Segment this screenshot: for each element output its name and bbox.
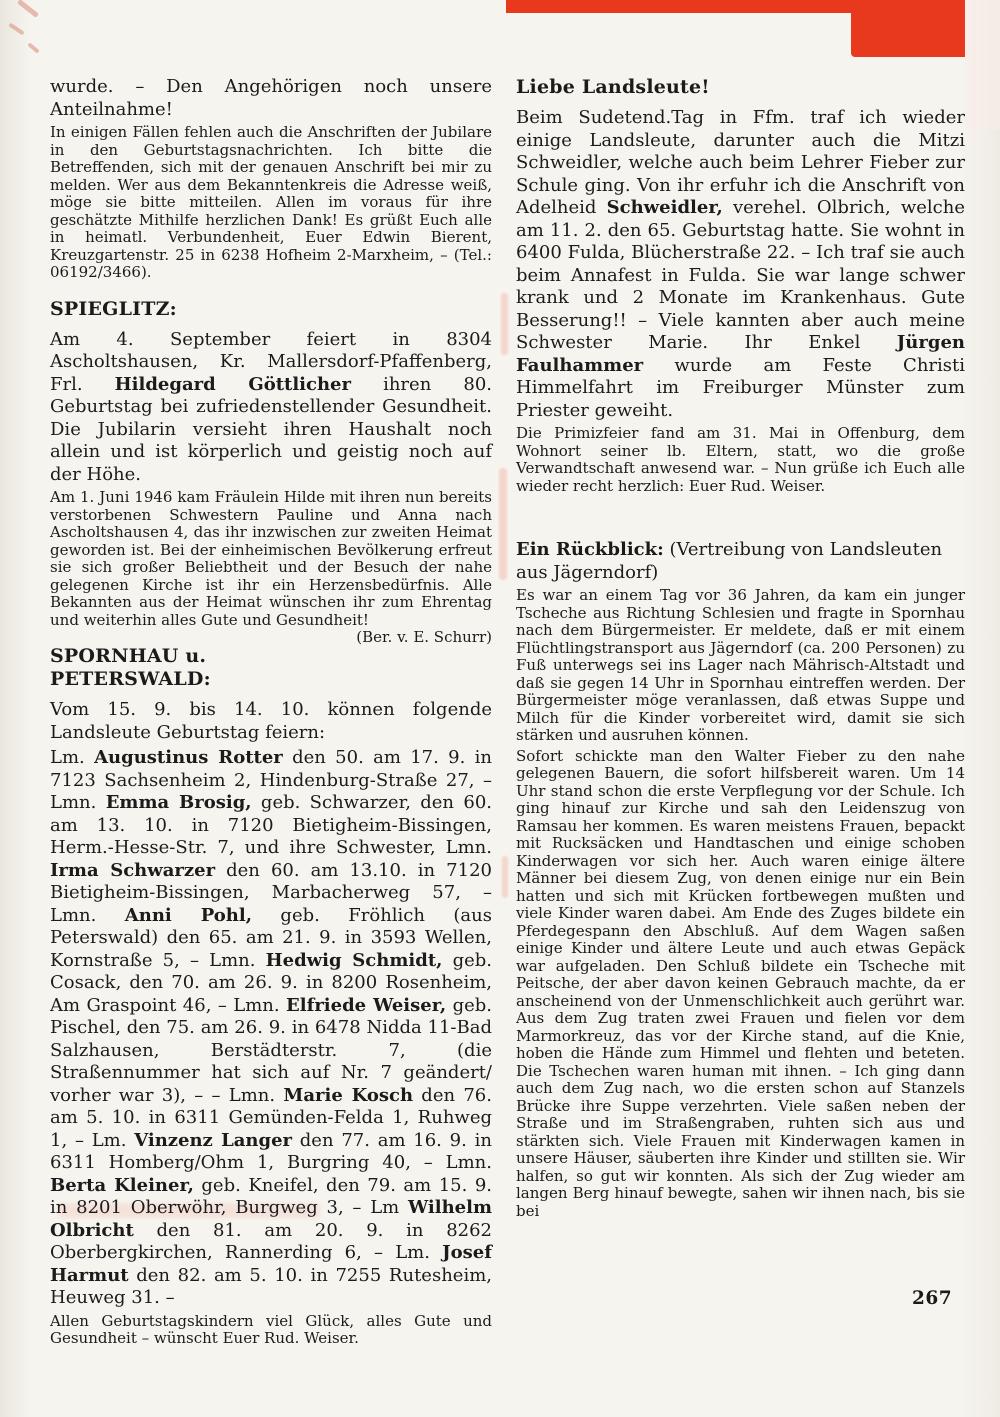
section-heading-landsleute: Liebe Landsleute! [516,76,710,98]
rueckblick-paragraph-1: Es war an einem Tag vor 36 Jahren, da kam ein junger Tscheche aus Richtung Schlesien und fragte in Spornhau nach dem Bürgermeister. Er meldete, daß er mit einem Flüchtlingstransport aus Jägerndorf (ca. 200 Personen) zu Fuß unterwegs sei ins Lager nach Mährisch-Altstadt und daß sie gegen 14 Uhr in Spornhau eintreffen werden. Der Bürgermeister möge veranlassen, daß etwas Suppe und Milch für die Kinder vorbereitet wird, damit sie sich stärken und ausruhen können. [516,586,965,744]
print-artifact-left-mark-1 [17,0,39,18]
print-artifact-bleedthrough-2 [499,468,507,580]
spieglitz-byline: (Ber. v. E. Schurr) [356,628,492,646]
print-artifact-left-mark-2 [8,23,24,36]
continuation-paragraph: wurde. – Den Angehörigen noch unsere Anteilnahme! [50,76,492,120]
rueckblick-paragraph-2: Sofort schickte man den Walter Fieber zu den nahe gelegenen Bauern, die sofort hilfsbereit waren. Um 14 Uhr stand schon die erste Verpflegung vor der Schule. Ich ging hinauf zur Kirche und sah den Leidenszug von Ramsau her kommen. Es waren meistens Frauen, bepackt mit Rucksäcken und Handtaschen und einige schoben Kinderwagen vor sich her. Auch waren einige ältere Männer bei diesem Zug, von denen einige nur ein Bein hatten und sich mit Krücken fortbewegen mußten und viele Kinder waren dabei. Am Ende des Zuges bildete ein Pferdegespann den Abschluß. Auf dem Wagen saßen einige Kinder und ältere Leute und auch etwas Gepäck war aufgeladen. Den Schluß bildete ein Tscheche mit Peitsche, der aber davon keinen Gebrauch machte, da er anscheinend von der Unmenschlichkeit auch gerührt war. Aus dem Zug traten zwei Frauen und fielen vor dem Marmorkreuz, das vor der Kirche stand, auf die Knie, hoben die Hände zum Himmel und flehten und beteten. Die Tschechen waren human mit ihnen. – Ich ging dann auch dem Zug nach, wo die ersten schon auf Stanzels Brücke ihre Suppe verzehrten. Viele saßen neben der Straße und im Straßengraben, ruhten sich aus und stärkten sich. Viele Frauen mit Kinderwagen kamen in unsere Häuser, säuberten ihre Kinder und stillten sie. Wir halfen, so gut wir konnten. Als sich der Zug wieder am langen Berg hinauf bewegte, sahen wir ihnen nach, bis sie bei [516,746,965,1220]
rueckblick-heading-rest: (Vertreibung von Landsleuten aus Jägerndorf) [516,539,943,583]
spornhau-intro: Vom 15. 9. bis 14. 10. können folgende Landsleute Geburtstag feiern: [50,699,492,743]
birthday-list: Lm. Augustinus Rotter den 50. am 17. 9. in 7123 Sachsenheim 2, Hindenburg-Straße 27, – Lmn. Emma Brosig, geb. Schwarzer, den 60. am 13. 10. in 7120 Bietigheim-Bissingen, Herm.-Hesse-Str. 7, und ihre Schwester, Lmn. Irma Schwarzer den 60. am 13.10. in 7120 Bietigheim-Bissingen, Marbacherweg 57, – Lmn. Anni Pohl, geb. Fröhlich (aus Peterswald) den 65. am 21. 9. in 3593 Wellen, Kornstraße 5, – Lmn. Hedwig Schmidt, geb. Cosack, den 70. am 26. 9. in 8200 Rosenheim, Am Graspoint 46, – Lmn. Elfriede Weiser, geb. Pischel, den 75. am 26. 9. in 6478 Nidda 11-Bad Salzhausen, Berstädterstr. 7, (die Straßennummer hat sich auf Nr. 7 geändert/ vorher war 3), – – Lmn. Marie Kosch den 76. am 5. 10. in 6311 Gemünden-Felda 1, Ruhweg 1, – Lm. Vinzenz Langer den 77. am 16. 9. in 6311 Homberg/Ohm 1, Burgring 40, – Lmn. Berta Kleiner, geb. Kneifel, den 79. am 15. 9. in 8201 Oberwöhr, Burgweg 3, – Lm Wilhelm Olbricht den 81. am 20. 9. in 8262 Oberbergkirchen, Rannerding 6, – Lm. Josef Harmut den 82. am 5. 10. in 7255 Rutesheim, Heuweg 31. – [50,747,493,1308]
editor-note: In einigen Fällen fehlen auch die Anschriften der Jubilare in den Geburtstagsnachrichten. Ich bitte die Betreffenden, sich mit der genauen Anschrift bei mir zu melden. Wer aus dem Bekanntenkreis die Adresse weiß, möge sie bitte mitteilen. Allen im voraus für ihre geschätzte Mithilfe herzlichen Dank! Es grüßt Euch alle in heimatl. Verbundenheit, Euer Edwin Bierent, Kreuzgartenstr. 25 in 6238 Hofheim 2-Marxheim, – (Tel.: 06192/3466). [50,123,492,281]
print-artifact-left-mark-3 [27,42,40,53]
page-edge-shade [966,0,1000,130]
print-artifact-corner-block [851,0,965,57]
section-heading-spieglitz: SPIEGLITZ: [50,297,177,320]
spieglitz-note-text: Am 1. Juni 1946 kam Fräulein Hilde mit ihren nun bereits verstorbenen Schwestern Pauline und Anna nach Ascholtshausen 4, das ihr inzwischen zur zweiten Heimat geworden ist. Bei der einheimischen Bevölkerung erfreut sie sich großer Beliebtheit und der Besuch der nahe gelegenen Kirche ist ihr ein Herzensbedürfnis. Alle Bekannten aus der Heimat wünschen ihr zum Ehrentag und weiterhin alles Gute und Gesundheit! [50,488,492,629]
section-heading-spornhau: SPORNHAU u. PETERSWALD: [50,645,211,690]
rueckblick-heading-bold: Ein Rückblick: [516,539,664,560]
left-column [50,76,492,1351]
print-artifact-bleedthrough-3 [502,856,508,898]
right-column [516,76,965,1223]
landsleute-paragraph: Beim Sudetend.Tag in Ffm. traf ich wieder einige Landsleute, darunter auch die Mitzi Schweidler, welche auch beim Lehrer Fieber zur Schule ging. Von ihr erfuhr ich die Anschrift von Adelheid Schweidler, verehel. Olbrich, welche am 11. 2. den 65. Geburtstag hatte. Sie wohnt in 6400 Fulda, Blücherstraße 22. – Ich traf sie auch beim Annafest in Fulda. Sie war lange schwer krank und 2 Monate im Krankenhaus. Gute Besserung!! – Viele kannten aber auch meine Schwester Marie. Ihr Enkel Jürgen Faulhammer wurde am Feste Christi Himmelfahrt im Freiburger Münster zum Priester geweiht. [516,107,965,421]
spieglitz-note [50,488,492,646]
section-heading-rueckblick [516,539,965,584]
print-artifact-bleedthrough-1 [501,293,508,355]
spieglitz-paragraph: Am 4. September feiert in 8304 Ascholtshausen, Kr. Mallersdorf-Pfaffenberg, Frl. Hildegard Göttlicher ihren 80. Geburtstag bei zufriedenstellender Gesundheit. Die Jubilarin versieht ihren Haushalt noch allein und ist körperlich und geistig noch auf der Höhe. [50,328,492,485]
spornhau-closing: Allen Geburtstagskindern viel Glück, alles Gute und Gesundheit – wünscht Euer Rud. Weiser. [50,1311,492,1347]
landsleute-note: Die Primizfeier fand am 31. Mai in Offenburg, dem Wohnort seiner lb. Eltern, statt, wo die große Verwandtschaft anwesend war. – Nun grüße ich Euch alle wieder recht herzlich: Euer Rud. Weiser. [516,424,965,495]
page-number: 267 [912,1288,953,1309]
